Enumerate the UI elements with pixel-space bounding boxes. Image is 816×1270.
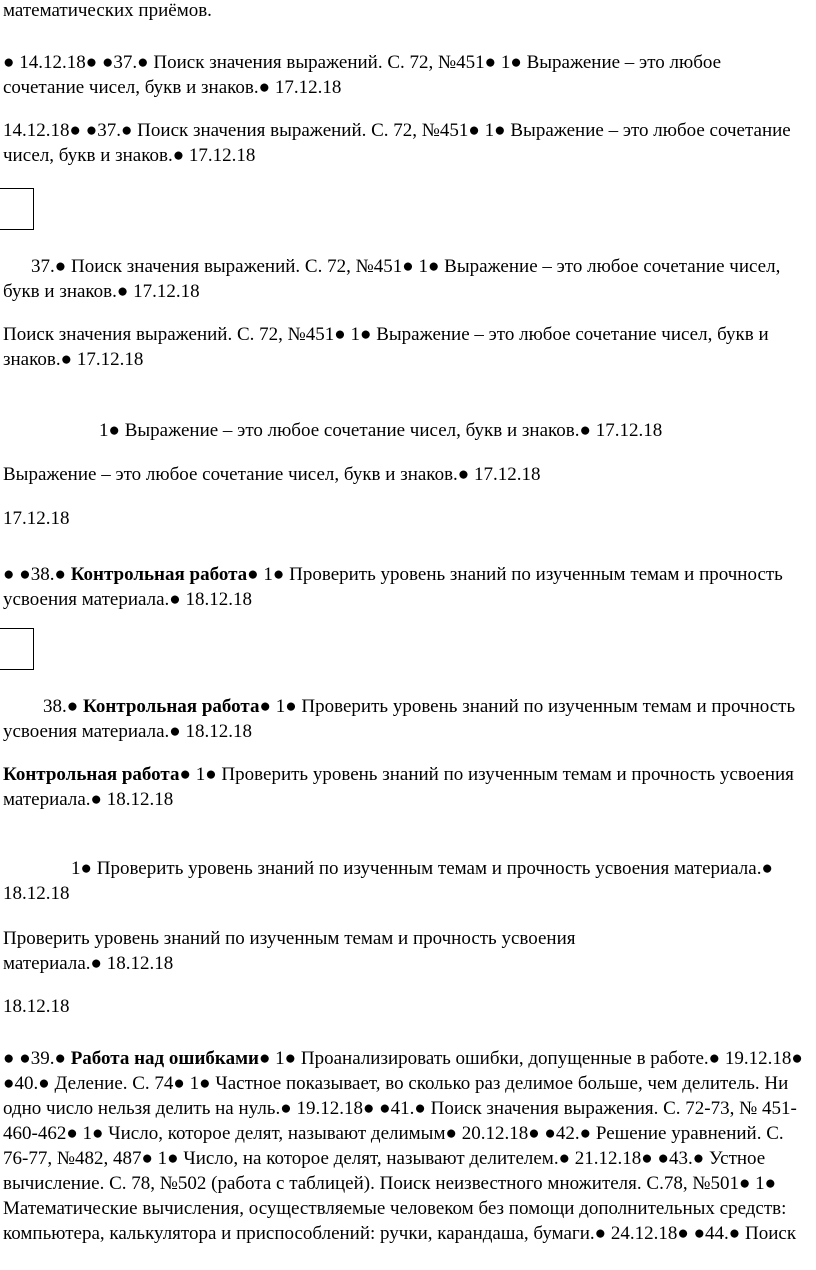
paragraph (3, 1046, 803, 1246)
paragraph: ● 14.12.18● ●37.● Поиск значения выражений. С. 72, №451● 1● Выражение – это любое сочетание чисел, букв и знаков.● 17.12.18 (3, 52, 722, 98)
paragraph: 37.● Поиск значения выражений. С. 72, №451● 1● Выражение – это любое сочетание чисел, букв и знаков.● 17.12.18 (3, 256, 781, 302)
paragraph (3, 694, 803, 744)
bold-title: Контрольная работа (82, 696, 260, 717)
empty-cell-box (0, 628, 34, 670)
text-segment: ● ●38.● (3, 564, 71, 585)
paragraph (3, 562, 803, 612)
text-segment: ● ●39.● (3, 1048, 71, 1069)
text-line: математических приёмов. (3, 0, 212, 21)
text-segment: ● 1● Проверить уровень знаний по изученным темам и прочность усвоения материала.● 18.12.18 (3, 696, 796, 742)
bold-title: Работа над ошибками (70, 1048, 259, 1069)
paragraph: 14.12.18● ●37.● Поиск значения выражений. С. 72, №451● 1● Выражение – это любое сочетание чисел, букв и знаков.● 17.12.18 (3, 120, 791, 166)
paragraph: Проверить уровень знаний по изученным темам и прочность усвоения материала.● 18.12.18 (3, 928, 576, 974)
paragraph (3, 762, 803, 812)
paragraph: 1● Выражение – это любое сочетание чисел, букв и знаков.● 17.12.18 (99, 420, 663, 441)
date-line: 17.12.18 (3, 508, 70, 529)
paragraph: Выражение – это любое сочетание чисел, букв и знаков.● 17.12.18 (3, 464, 541, 485)
bold-title: Контрольная работа (3, 764, 180, 785)
text-segment: ● 1● Проверить уровень знаний по изученным темам и прочность усвоения материала.● 18.12.18 (3, 564, 783, 610)
bold-title: Контрольная работа (70, 564, 248, 585)
text-segment: ● 1● Проверить уровень знаний по изученным темам и прочность усвоения материала.● 18.12.18 (3, 764, 794, 810)
paragraph: 1● Проверить уровень знаний по изученным темам и прочность усвоения материала.● 18.12.18 (3, 858, 773, 904)
empty-cell-box (0, 188, 34, 230)
text-segment: ● 1● Проанализировать ошибки, допущенные в работе.● 19.12.18● ●40.● Деление. С. 74● 1● Частное показывает, во сколько раз делимое больше, чем делитель. Ни одно число нельзя делить на нуль.● 19.12.18● ●41.● Поиск значения выражения. С. 72-73, № 451-460-462● 1● Число, которое делят, называют делимым● 20.12.18● ●42.● Решение уравнений. С. 76-77, №482, 487● 1● Число, на которое делят, называют делителем.● 21.12.18● ●43.● Устное вычисление. С. 78, №502 (работа с таблицей). Поиск неизвестного множителя. С.78, №501● 1● Математические вычисления, осуществляемые человеком без помощи дополнительных средств: компьютера, калькулятора и приспособлений: ручки, карандаша, бумаги.● 24.12.18● ●44.● Поиск (3, 1048, 803, 1244)
date-line: 18.12.18 (3, 996, 70, 1017)
text-segment: 38.● (43, 696, 83, 717)
paragraph: Поиск значения выражений. С. 72, №451● 1● Выражение – это любое сочетание чисел, букв и знаков.● 17.12.18 (3, 324, 769, 370)
